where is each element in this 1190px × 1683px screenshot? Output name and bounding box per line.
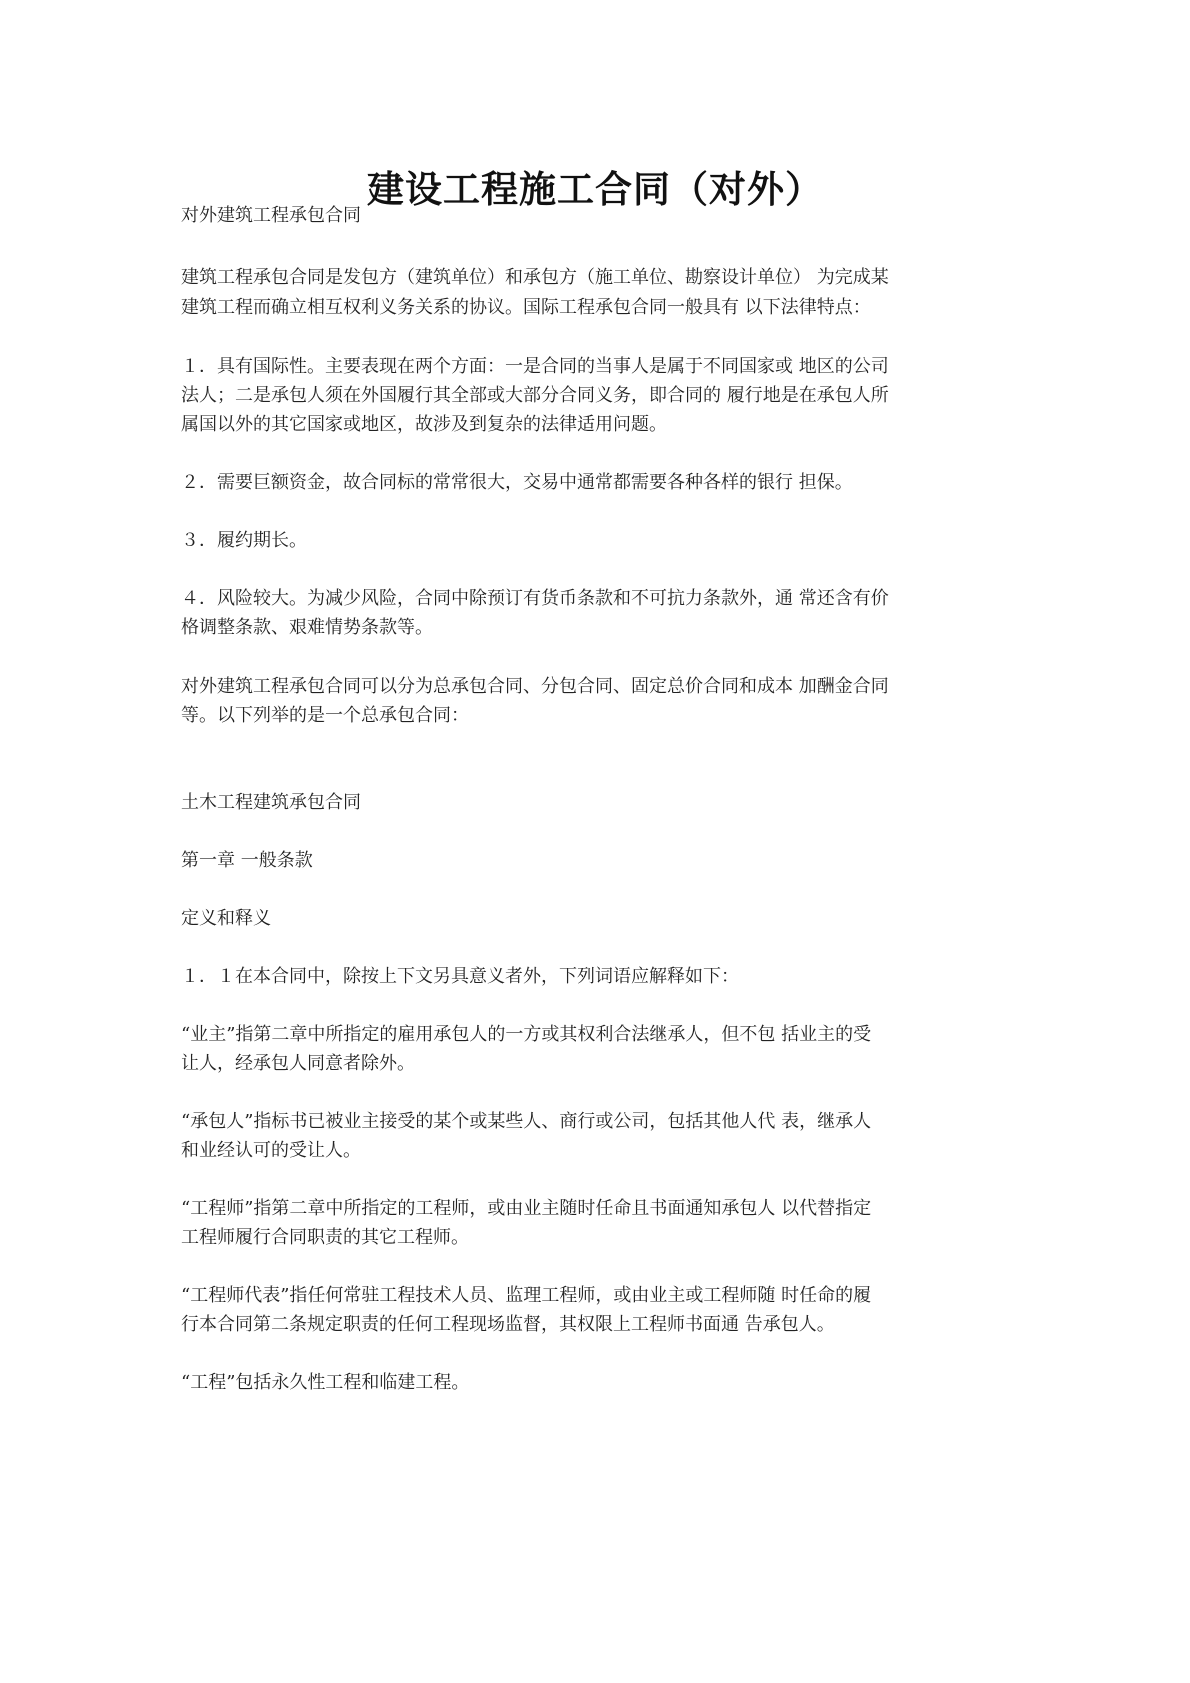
feature-4-line-1: ４．风险较大。为减少风险，合同中除预订有货币条款和不可抗力条款外，通 常还含有价: [181, 588, 889, 609]
definition-works-line-1: “工程”包括永久性工程和临建工程。: [181, 1372, 470, 1393]
definition-contractor-line-2: 和业经认可的受让人。: [181, 1140, 361, 1161]
definition-engineer-rep-line-2: 行本合同第二条规定职责的任何工程现场监督，其权限上工程师书面通 告承包人。: [181, 1314, 835, 1335]
chapter-heading: 第一章 一般条款: [181, 850, 313, 871]
clause-1-1: １．１在本合同中，除按上下文另具意义者外，下列词语应解释如下：: [181, 966, 739, 987]
feature-1-line-1: １．具有国际性。主要表现在两个方面：一是合同的当事人是属于不同国家或 地区的公司: [181, 356, 889, 377]
feature-4-line-2: 格调整条款、艰难情势条款等。: [181, 617, 433, 638]
section-heading: 定义和释义: [181, 908, 271, 929]
feature-1-line-3: 属国以外的其它国家或地区，故涉及到复杂的法律适用问题。: [181, 414, 667, 435]
document-subtitle: 对外建筑工程承包合同: [181, 205, 361, 226]
definition-contractor-line-1: “承包人”指标书已被业主接受的某个或某些人、商行或公司，包括其他人代 表，继承人: [181, 1111, 872, 1132]
definition-owner-line-1: “业主”指第二章中所指定的雇用承包人的一方或其权利合法继承人，但不包 括业主的受: [181, 1024, 872, 1045]
intro-line-2: 建筑工程而确立相互权利义务关系的协议。国际工程承包合同一般具有 以下法律特点：: [181, 297, 871, 318]
definition-engineer-rep-line-1: “工程师代表”指任何常驻工程技术人员、监理工程师，或由业主或工程师随 时任命的履: [181, 1285, 872, 1306]
document-title: 建设工程施工合同（对外）: [367, 167, 823, 211]
feature-1-line-2: 法人；二是承包人须在外国履行其全部或大部分合同义务，即合同的 履行地是在承包人所: [181, 385, 889, 406]
definition-owner-line-2: 让人，经承包人同意者除外。: [181, 1053, 415, 1074]
definition-engineer-line-2: 工程师履行合同职责的其它工程师。: [181, 1227, 469, 1248]
definition-engineer-line-1: “工程师”指第二章中所指定的工程师，或由业主随时任命且书面通知承包人 以代替指定: [181, 1198, 872, 1219]
classification-line-1: 对外建筑工程承包合同可以分为总承包合同、分包合同、固定总价合同和成本 加酬金合同: [181, 676, 889, 697]
feature-3-line-1: ３．履约期长。: [181, 530, 307, 551]
classification-line-2: 等。以下列举的是一个总承包合同：: [181, 705, 469, 726]
intro-line-1: 建筑工程承包合同是发包方（建筑单位）和承包方（施工单位、勘察设计单位） 为完成某: [181, 267, 889, 288]
feature-2-line-1: ２．需要巨额资金，故合同标的常常很大，交易中通常都需要各种各样的银行 担保。: [181, 472, 853, 493]
contract-title: 土木工程建筑承包合同: [181, 792, 361, 813]
